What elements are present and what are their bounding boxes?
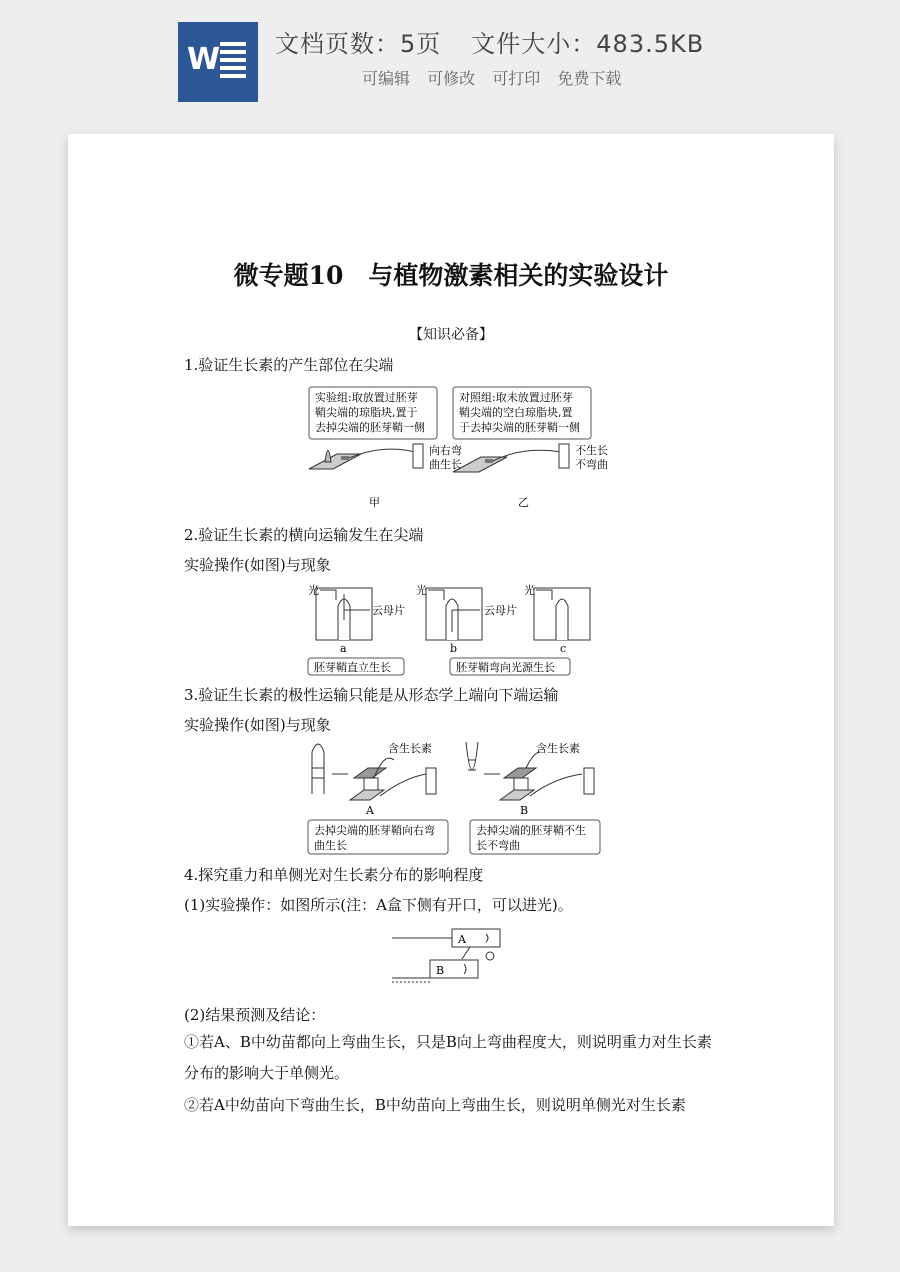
fig4-connector [462,947,470,959]
paragraph-3b: 实验操作(如图)与现象 [184,716,331,734]
page-count: 文档页数：5页 [275,30,442,58]
fig4-label-a: A [458,933,466,946]
fig3-auxin-a: 含生长素 [388,742,432,755]
fig1-coleoptile-left [413,444,423,468]
fig1-agar-block-left [341,456,349,460]
section-heading: 【知识必备】 [409,327,493,343]
fig1-result-right-1: 不生长 [575,444,608,457]
fig3-arrow-b2 [530,774,582,796]
fig1-left-box-line3: 去掉尖端的胚芽鞘一侧 [315,421,425,434]
fig3-label-a: A [366,804,374,817]
figure-3-polar-transport [304,738,604,858]
permission-editable: 可编辑 [362,69,411,88]
paragraph-4c: ①若A、B中幼苗都向上弯曲生长，只是B向上弯曲程度大，则说明重力对生长素分布的影响大于单侧光。 [184,1033,712,1082]
fig2-label-b: b [450,642,458,655]
fig2-coleoptile-c [556,599,568,640]
fig3-coleoptile-result-b [584,768,594,794]
permission-printable: 可打印 [492,69,541,88]
fig2-light-arrow-b [428,590,444,600]
file-size: 文件大小：483.5KB [471,30,705,58]
paragraph-4b: (2)结果预测及结论： [184,1006,326,1024]
word-icon-lines [220,42,246,84]
document-title: 微专题10 与植物激素相关的实验设计 [233,261,669,290]
fig2-light-a: 光 [308,584,319,597]
figure-4-gravity-light [390,924,510,992]
paragraph-4: 4.探究重力和单侧光对生长素分布的影响程度 [184,866,484,884]
fig1-result-right-2: 不弯曲 [575,458,608,471]
fig3-agar-a [354,768,386,778]
fig3-box-a-line1: 去掉尖端的胚芽鞘向右弯 [314,824,435,837]
document-page [68,134,834,1226]
word-document-icon [178,22,258,102]
permission-modifiable: 可修改 [427,69,476,88]
fig1-left-box-line1: 实验组:取放置过胚芽 [315,391,418,404]
fig3-box-a-line2: 曲生长 [314,839,347,852]
fig3-coleoptile-result-a [426,768,436,794]
fig3-box-b-line2: 长不弯曲 [476,839,520,852]
paragraph-2b: 实验操作(如图)与现象 [184,556,331,574]
fig2-light-b: 光 [416,584,427,597]
fig2-mica-label-a: 云母片 [372,604,405,617]
fig3-segment-b [514,778,528,790]
fig2-light-arrow-c [536,590,552,600]
fig3-coleoptile-a [312,744,324,794]
fig1-coleoptile-right [559,444,569,468]
fig2-label-c: c [560,642,567,655]
fig1-agar-block-right [485,459,493,463]
fig3-base-b [500,790,534,800]
fig3-arrow-a2 [380,774,426,796]
fig1-result-left-1: 向右弯 [429,444,462,457]
fig3-segment-a [364,778,378,790]
fig2-result-bc: 胚芽鞘弯向光源生长 [456,661,555,674]
fig1-label-left: 甲 [369,496,380,509]
fig2-result-a: 胚芽鞘直立生长 [314,661,391,674]
fig3-base-a [350,790,384,800]
paragraph-4d: ②若A中幼苗向下弯曲生长，B中幼苗向上弯曲生长，则说明单侧光对生长素 [184,1096,686,1114]
document-info-header [0,0,900,130]
fig2-light-arrow-a [320,590,336,600]
lightbulb-icon [486,952,494,960]
fig2-label-a: a [340,642,347,655]
paragraph-1: 1.验证生长素的产生部位在尖端 [184,356,394,374]
permission-free-download: 免费下载 [557,69,622,88]
fig3-auxin-b: 含生长素 [536,742,580,755]
fig1-coleoptile-tip [325,451,331,463]
fig3-label-b: B [520,804,529,817]
fig1-left-box-line2: 鞘尖端的琼脂块,置于 [315,406,418,419]
figure-1-auxin-source [303,384,608,514]
fig3-box-b-line1: 去掉尖端的胚芽鞘不生 [476,824,586,837]
fig1-right-box-line3: 于去掉尖端的胚芽鞘一侧 [459,421,580,434]
fig1-result-left-2: 曲生长 [429,458,462,471]
fig1-right-box-line1: 对照组:取未放置过胚芽 [459,391,573,404]
file-meta [275,24,704,59]
fig3-agar-b [504,768,536,778]
paragraph-2: 2.验证生长素的横向运输发生在尖端 [184,526,424,544]
fig2-light-c: 光 [524,584,535,597]
paragraph-3: 3.验证生长素的极性运输只能是从形态学上端向下端运输 [184,686,559,704]
word-icon-letter: W [187,42,221,77]
fig1-right-box-line2: 鞘尖端的空白琼脂块,置 [459,406,573,419]
fig4-label-b: B [436,964,445,977]
fig2-mica-label-b: 云母片 [484,604,517,617]
fig1-label-right: 乙 [518,496,529,509]
fig3-coleoptile-b [466,742,478,770]
permissions [362,66,633,89]
figure-2-lateral-transport [304,580,604,676]
paragraph-4a: (1)实验操作：如图所示(注：A盒下侧有开口，可以进光)。 [184,896,573,914]
